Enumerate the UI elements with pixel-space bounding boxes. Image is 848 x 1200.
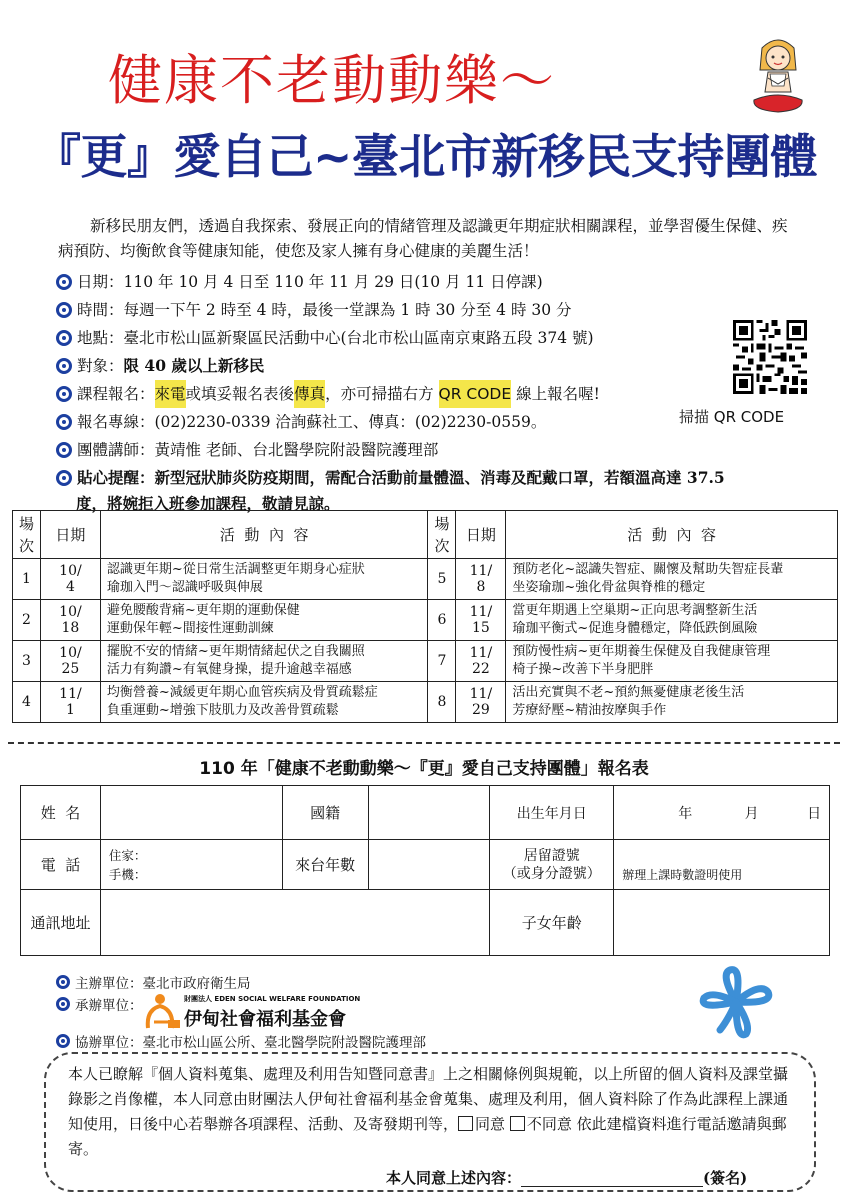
info-registration bbox=[56, 380, 826, 408]
place-text: 地點：臺北市松山區新聚區民活動中心(台北市松山區南京東路五段 374 號) bbox=[77, 329, 594, 347]
notice-line-2: 度，將婉拒入班參加課程，敬請見諒。 bbox=[76, 494, 340, 513]
form-row-address bbox=[21, 890, 830, 956]
session-header-bottom: 次 bbox=[434, 536, 450, 555]
registration-form-table bbox=[20, 785, 830, 956]
qr-code[interactable] bbox=[733, 320, 807, 394]
date-day: 1 bbox=[65, 702, 75, 718]
date-month: 11/ bbox=[59, 686, 82, 702]
date-month: 11/ bbox=[469, 563, 493, 579]
session-date bbox=[456, 600, 506, 641]
cut-line-divider bbox=[8, 742, 840, 744]
session-date bbox=[40, 559, 100, 600]
address-field[interactable] bbox=[100, 890, 489, 956]
signature-label: 本人同意上述內容： bbox=[386, 1169, 522, 1187]
session-date bbox=[456, 682, 506, 723]
date-month: 11/ bbox=[469, 645, 493, 661]
residence-field[interactable] bbox=[614, 840, 830, 890]
host-unit-text: 主辦單位：臺北市政府衛生局 bbox=[75, 976, 251, 992]
birth-year-label: 年 bbox=[678, 805, 693, 822]
notice-label: 貼心提醒： bbox=[77, 468, 155, 487]
qr-caption: 掃描 QR CODE bbox=[679, 408, 785, 426]
session-date bbox=[40, 682, 100, 723]
poster-subtitle: 『更』愛自己~臺北市新移民支持團體 bbox=[34, 130, 817, 185]
registration-qr: QR CODE bbox=[439, 380, 512, 408]
phone-label: 電 話 bbox=[21, 840, 101, 890]
yoga-girl-illustration bbox=[748, 34, 808, 116]
residence-label-line-2: （或身分證號） bbox=[502, 865, 601, 882]
bullet-icon bbox=[56, 997, 70, 1011]
signature-line bbox=[386, 1166, 747, 1191]
session-header bbox=[13, 511, 41, 559]
session-content bbox=[100, 641, 428, 682]
name-label: 姓 名 bbox=[21, 786, 101, 840]
bullet-icon bbox=[56, 975, 70, 989]
session-header bbox=[428, 511, 456, 559]
session-number: 1 bbox=[13, 559, 41, 600]
content-line: 活力有夠讚~有氧健身操，提升逾越幸福感 bbox=[106, 662, 352, 677]
date-header: 日期 bbox=[40, 511, 100, 559]
birth-day-label: 日 bbox=[807, 805, 822, 822]
agree-checkbox[interactable] bbox=[458, 1116, 473, 1131]
nationality-field[interactable] bbox=[368, 786, 490, 840]
years-in-taiwan-label: 來台年數 bbox=[282, 840, 368, 890]
eden-logo-icon bbox=[142, 992, 182, 1030]
session-header-top: 場 bbox=[434, 514, 450, 533]
info-date bbox=[56, 268, 826, 296]
bullet-icon bbox=[56, 386, 72, 402]
birth-field[interactable] bbox=[614, 786, 830, 840]
residence-label bbox=[490, 840, 614, 890]
content-line: 瑜珈平衡式~促進身體穩定，降低跌倒風險 bbox=[512, 621, 758, 636]
content-line: 負重運動~增強下肢肌力及改善骨質疏鬆 bbox=[106, 703, 339, 718]
info-place bbox=[56, 324, 826, 352]
clover-logo-icon bbox=[690, 964, 782, 1042]
session-date bbox=[456, 641, 506, 682]
info-time bbox=[56, 296, 826, 324]
time-text: 時間：每週一下午 2 時至 4 時，最後一堂課為 1 時 30 分至 4 時 30 分 bbox=[77, 301, 572, 319]
consent-box bbox=[44, 1052, 816, 1192]
nationality-label: 國籍 bbox=[282, 786, 368, 840]
content-line: 當更年期遇上空巢期~正向思考調整新生活 bbox=[512, 603, 758, 618]
info-notice bbox=[56, 464, 826, 492]
disagree-checkbox[interactable] bbox=[510, 1116, 525, 1131]
content-line: 椅子操~改善下半身肥胖 bbox=[512, 662, 654, 677]
date-month: 11/ bbox=[469, 604, 493, 620]
notice-line-1: 新型冠狀肺炎防疫期間，需配合活動前量體溫、消毒及配戴口罩，若額溫高達 37.5 bbox=[154, 468, 725, 487]
session-number: 6 bbox=[428, 600, 456, 641]
session-number: 5 bbox=[428, 559, 456, 600]
consent-text: 本人已瞭解『個人資料蒐集、處理及利用告知暨同意書』上之相關條例與規範，以上所留的個人資料及課堂攝錄影之肖像權，本人同意由財團法人伊甸社會福利基金會蒐集、處理及利用，個人資料除了作為此課程上課通知使用，日後中心若舉辦各項課程、活動、及寄發期刊等， bbox=[68, 1065, 789, 1133]
schedule-header-row bbox=[13, 511, 838, 559]
bullet-icon bbox=[56, 414, 72, 430]
content-header: 活 動 內 容 bbox=[100, 511, 428, 559]
date-day: 29 bbox=[472, 702, 490, 718]
schedule-table bbox=[12, 510, 838, 723]
home-phone-label: 住家： bbox=[108, 847, 147, 863]
table-row bbox=[13, 641, 838, 682]
session-content bbox=[506, 600, 838, 641]
session-date bbox=[40, 600, 100, 641]
session-header-bottom: 次 bbox=[18, 536, 34, 555]
event-info-list bbox=[56, 268, 826, 516]
name-field[interactable] bbox=[100, 786, 282, 840]
consent-tail: 依此建檔資料進行電話邀請與郵寄。 bbox=[68, 1115, 787, 1158]
signature-suffix: (簽名) bbox=[703, 1169, 748, 1187]
residence-note: 辦理上課時數證明使用 bbox=[622, 868, 743, 882]
disagree-label: 不同意 bbox=[526, 1115, 572, 1133]
intro-paragraph bbox=[58, 214, 798, 264]
hotline-text: 報名專線：(02)2230-0339 洽詢蘇社工、傳真：(02)2230-0559。 bbox=[77, 413, 547, 431]
session-content bbox=[100, 559, 428, 600]
mobile-phone-label: 手機： bbox=[108, 866, 147, 882]
content-line: 均衡營養~減緩更年期心血管疾病及骨質疏鬆症 bbox=[106, 685, 378, 700]
children-age-field[interactable] bbox=[614, 890, 830, 956]
signature-field[interactable] bbox=[521, 1169, 703, 1187]
table-row bbox=[13, 559, 838, 600]
poster-title: 健康不老動動樂～ bbox=[108, 49, 556, 112]
session-number: 4 bbox=[13, 682, 41, 723]
date-header: 日期 bbox=[456, 511, 506, 559]
content-line: 活出充實與不老~預約無憂健康老後生活 bbox=[512, 685, 745, 700]
lecturer-text: 團體講師：黃靖惟 老師、台北醫學院附設醫院護理部 bbox=[77, 441, 439, 459]
session-content bbox=[100, 682, 428, 723]
bullet-icon bbox=[56, 274, 72, 290]
bullet-icon bbox=[56, 442, 72, 458]
birth-month-label: 月 bbox=[744, 805, 759, 822]
co-organizer-text: 協辦單位：臺北市松山區公所、臺北醫學院附設醫院護理部 bbox=[75, 1035, 426, 1051]
registration-mid: 或填妥報名表後 bbox=[185, 385, 295, 403]
date-day: 15 bbox=[472, 620, 490, 636]
co-organizer-unit bbox=[56, 1031, 426, 1051]
table-row bbox=[13, 600, 838, 641]
host-unit bbox=[56, 972, 251, 992]
address-label: 通訊地址 bbox=[21, 890, 101, 956]
session-date bbox=[456, 559, 506, 600]
target-label: 對象： bbox=[77, 357, 124, 375]
content-line: 認識更年期~從日常生活調整更年期身心症狀 bbox=[106, 562, 365, 577]
bullet-icon bbox=[56, 470, 72, 486]
content-line: 芳療紓壓~精油按摩與手作 bbox=[512, 703, 667, 718]
children-age-label: 子女年齡 bbox=[490, 890, 614, 956]
date-month: 11/ bbox=[469, 686, 493, 702]
date-text: 日期：110 年 10 月 4 日至 110 年 11 月 29 日(10 月 11 日停課) bbox=[77, 273, 543, 291]
bullet-icon bbox=[56, 1034, 70, 1048]
content-line: 避免腰酸背痛~更年期的運動保健 bbox=[106, 603, 300, 618]
content-header: 活 動 內 容 bbox=[506, 511, 838, 559]
form-row-name bbox=[21, 786, 830, 840]
date-day: 4 bbox=[65, 579, 75, 595]
form-row-phone bbox=[21, 840, 830, 890]
session-number: 8 bbox=[428, 682, 456, 723]
years-in-taiwan-field[interactable] bbox=[368, 840, 490, 890]
date-day: 8 bbox=[476, 579, 486, 595]
eden-small-text: 財團法人 EDEN SOCIAL WELFARE FOUNDATION bbox=[184, 995, 361, 1003]
bullet-icon bbox=[56, 358, 72, 374]
session-number: 3 bbox=[13, 641, 41, 682]
content-line: 瑜珈入門～認識呼吸與伸展 bbox=[106, 580, 263, 595]
content-line: 預防慢性病~更年期養生保健及自我健康管理 bbox=[512, 644, 771, 659]
table-row bbox=[13, 682, 838, 723]
organizer-unit-label: 承辦單位： bbox=[75, 998, 143, 1014]
form-title: 110 年「健康不老動動樂～『更』愛自己支持團體」報名表 bbox=[199, 759, 649, 779]
content-line: 擺脫不安的情緒~更年期情緒起伏之自我關照 bbox=[106, 644, 365, 659]
session-content bbox=[506, 682, 838, 723]
date-month: 10/ bbox=[59, 645, 82, 661]
date-day: 18 bbox=[61, 620, 80, 636]
session-number: 7 bbox=[428, 641, 456, 682]
registration-fax: 傳真 bbox=[294, 380, 325, 408]
registration-call: 來電 bbox=[155, 380, 186, 408]
registration-tail-2: 線上報名喔! bbox=[511, 385, 600, 403]
target-value: 限 40 歲以上新移民 bbox=[123, 356, 265, 375]
content-line: 預防老化~認識失智症、關懷及幫助失智症長輩 bbox=[512, 562, 784, 577]
eden-foundation-logo bbox=[142, 992, 361, 1030]
phone-field[interactable] bbox=[100, 840, 282, 890]
session-date bbox=[40, 641, 100, 682]
residence-label-line-1: 居留證號 bbox=[523, 847, 580, 864]
content-line: 坐姿瑜珈~強化骨盆與脊椎的穩定 bbox=[512, 580, 706, 595]
info-target bbox=[56, 352, 826, 380]
bullet-icon bbox=[56, 302, 72, 318]
organizer-unit bbox=[56, 994, 143, 1014]
info-lecturer bbox=[56, 436, 826, 464]
agree-label: 同意 bbox=[475, 1115, 506, 1133]
eden-name: 伊甸社會福利基金會 bbox=[184, 1009, 346, 1030]
date-day: 22 bbox=[472, 661, 490, 677]
session-content bbox=[506, 641, 838, 682]
bullet-icon bbox=[56, 330, 72, 346]
content-line: 運動保年輕~間接性運動訓練 bbox=[106, 621, 274, 636]
registration-label: 課程報名： bbox=[77, 385, 155, 403]
session-header-top: 場 bbox=[18, 514, 34, 533]
session-content bbox=[100, 600, 428, 641]
registration-tail-1: ，亦可掃描右方 bbox=[325, 385, 439, 403]
session-number: 2 bbox=[13, 600, 41, 641]
date-month: 10/ bbox=[59, 604, 82, 620]
session-content bbox=[506, 559, 838, 600]
date-month: 10/ bbox=[59, 563, 82, 579]
date-day: 25 bbox=[61, 661, 80, 677]
birth-label: 出生年月日 bbox=[490, 786, 614, 840]
intro-text: 新移民朋友們，透過自我探索、發展正向的情緒管理及認識更年期症狀相關課程，並學習優生保健、疾病預防、均衡飲食等健康知能，使您及家人擁有身心健康的美麗生活！ bbox=[58, 217, 788, 260]
